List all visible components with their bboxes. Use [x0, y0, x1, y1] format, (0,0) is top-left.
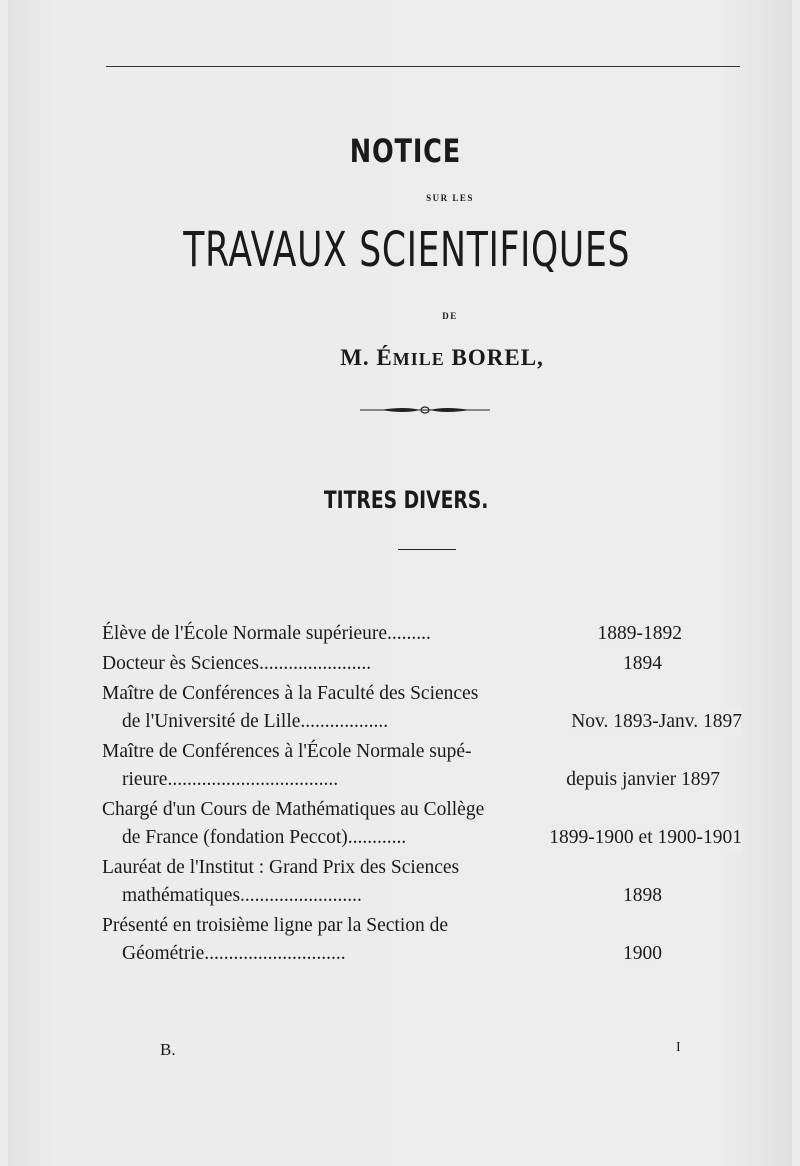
entry-text: Lauréat de l'Institut : Grand Prix des Sciences: [102, 857, 460, 878]
title-sur-les: SUR LES: [426, 193, 474, 203]
entry-text: Maître de Conférences à l'École Normale supé-: [102, 741, 472, 762]
entry-text: mathématiques.........................: [122, 885, 362, 906]
entry-text: Présenté en troisième ligne par la Section de: [102, 915, 449, 936]
author-name: [0, 345, 800, 371]
entry-text: rieure...................................: [122, 769, 339, 790]
title-entry: [102, 912, 742, 968]
entry-line: [102, 620, 742, 648]
entry-line: [102, 882, 742, 910]
title-de: DE: [442, 311, 458, 321]
author-prefix: M. É: [340, 345, 393, 370]
entry-text: Chargé d'un Cours de Mathématiques au Collège: [102, 799, 485, 820]
entry-line: [102, 824, 742, 852]
entry-line: [102, 680, 742, 708]
entry-text: Géométrie.............................: [122, 943, 346, 964]
entry-line: [102, 650, 742, 678]
entry-line: [102, 940, 742, 968]
author-last: BOREL,: [444, 345, 544, 370]
top-rule: [106, 66, 740, 67]
ornament-divider: [360, 403, 490, 417]
entry-text: Maître de Conférences à la Faculté des Sciences: [102, 683, 479, 704]
entry-date: 1900: [619, 940, 662, 968]
entry-line: [102, 796, 742, 824]
entry-text: de l'Université de Lille..................: [122, 711, 389, 732]
title-travaux-scientifiques: TRAVAUX SCIENTIFIQUES: [183, 222, 631, 278]
entry-text: de France (fondation Peccot)............: [122, 827, 407, 848]
title-entry: [102, 620, 742, 648]
author-first-rest: MILE: [392, 349, 445, 369]
section-rule: [398, 549, 456, 550]
entry-text: Docteur ès Sciences.......................: [102, 653, 372, 674]
entry-date: Nov. 1893-Janv. 1897: [567, 708, 742, 736]
entry-date: 1899-1900 et 1900-1901: [545, 824, 742, 852]
title-entry: [102, 796, 742, 852]
entry-date: 1898: [619, 882, 662, 910]
entry-line: [102, 708, 742, 736]
entry-text: Élève de l'École Normale supérieure.........: [102, 623, 431, 644]
title-notice: NOTICE: [349, 132, 462, 170]
section-title: TITRES DIVERS.: [323, 486, 489, 514]
document-page: [8, 0, 792, 1166]
entry-line: [102, 738, 742, 766]
entry-line: [102, 854, 742, 882]
title-entry: [102, 854, 742, 910]
title-entry: [102, 738, 742, 794]
entry-date: 1889-1892: [594, 620, 683, 648]
signature-mark: B.: [160, 1040, 176, 1059]
entry-date: depuis janvier 1897: [562, 766, 720, 794]
entry-date: 1894: [619, 650, 662, 678]
entry-line: [102, 912, 742, 940]
entry-line: [102, 766, 742, 794]
title-entry: [102, 650, 742, 678]
titles-list: [102, 620, 742, 970]
page-mark: I: [676, 1040, 681, 1055]
title-entry: [102, 680, 742, 736]
